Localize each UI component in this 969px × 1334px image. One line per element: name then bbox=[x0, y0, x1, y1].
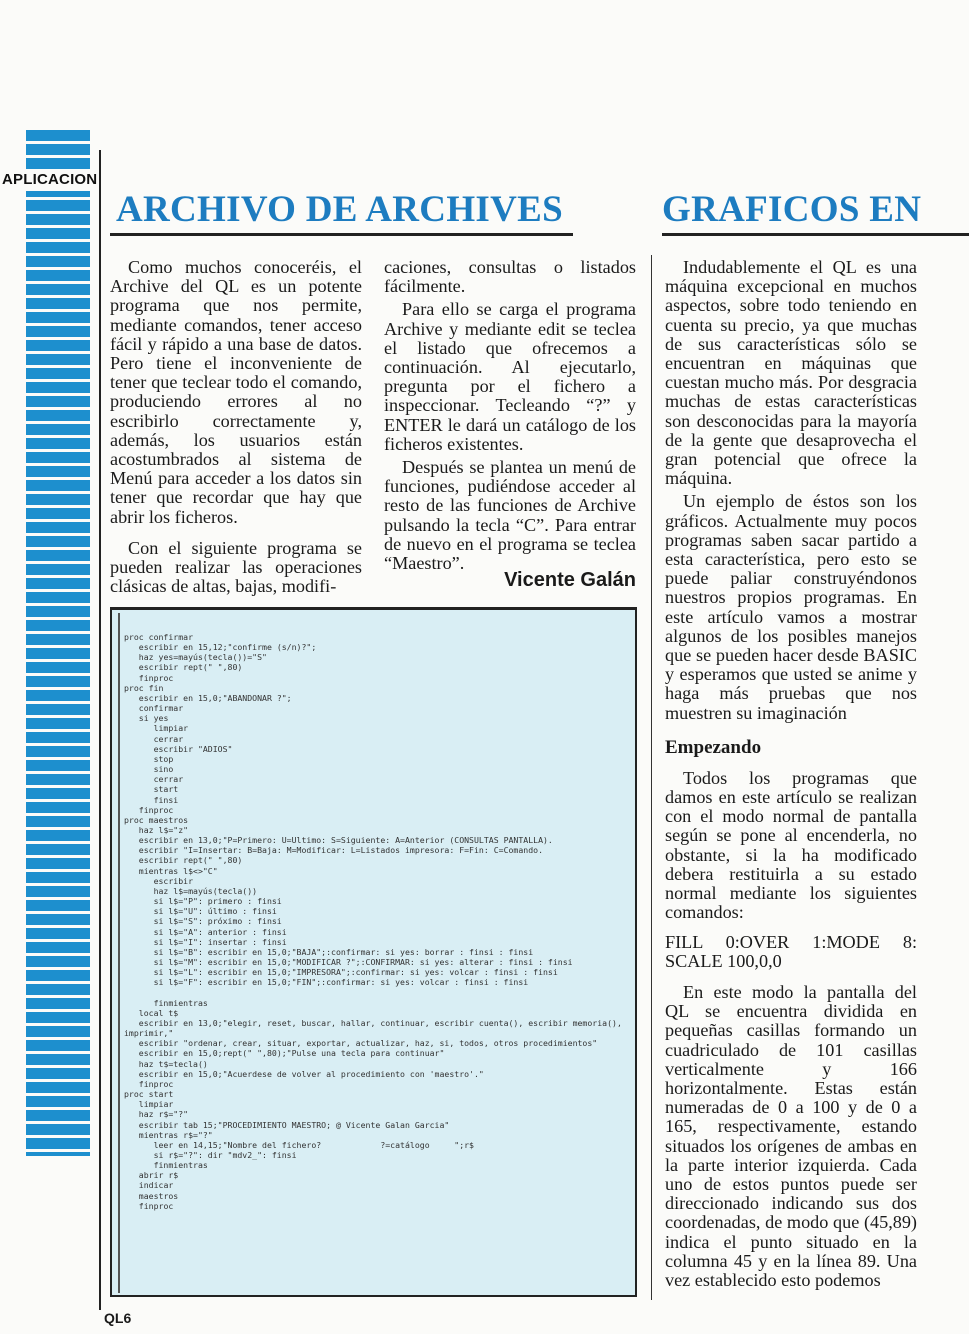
body-paragraph: Como muchos conoceréis, el Archive del QL es un potente programa que nos permite, mediante comandos, tener acceso fácil y rápido a una base de datos. Pero tiene el inconveniente de tener que teclear todo el comando, produciendo errores al no escribirlo correctamente y, además, los usuarios están acostumbrados al sistema de Menú para acceder a los datos sin tener que recordar que hay que abrir los ficheros. bbox=[110, 257, 362, 527]
body-paragraph: Para ello se carga el programa Archive y mediante edit se teclea el listado que ofrecemos a continuación. Al ejecutarlo, pregunta por el fichero a inspeccionar. Tecleando “?” y ENTER le dará un catálogo de los ficheros existentes. bbox=[384, 299, 636, 454]
left-vertical-rule bbox=[99, 150, 101, 1310]
next-article-title: GRAFICOS EN bbox=[662, 189, 922, 230]
body-paragraph: Después se plantea un menú de funciones, pudiéndose acceder al resto de las funciones de Archive pulsando la tecla “C”. Para entrar de nuevo en el programa se teclea “Maestro”. bbox=[384, 457, 636, 574]
command-line: FILL 0:OVER 1:MODE 8: SCALE 100,0,0 bbox=[665, 931, 917, 971]
next-article-title-underline bbox=[662, 233, 969, 236]
article-column-1 bbox=[110, 258, 362, 596]
subheading: Empezando bbox=[665, 736, 762, 758]
page-number: QL6 bbox=[104, 1310, 132, 1326]
column-divider-rule bbox=[651, 255, 652, 1300]
body-paragraph: Todos los programas que damos en este artículo se realizan con el modo normal de pantalla según se pone al encenderla, no obstante, si la ha modificado debera restituirla a su estado normal mediante los siguientes comandos: bbox=[665, 767, 917, 923]
body-paragraph: Con el siguiente programa se pueden realizar las operaciones clásicas de altas, bajas, modifi- bbox=[110, 537, 362, 597]
body-paragraph: Indudablemente el QL es una máquina excepcional en muchos aspectos, sobre todo teniendo en cuenta su precio, ya que muchas de sus características sólo se encuentran en máquinas que cuestan mucho más. Por desgracia muchas de estas características son desconocidas para la mayoría de la gente que desaprovecha el gran potencial que ofrece la máquina. bbox=[665, 257, 917, 489]
body-paragraph: caciones, consultas o listados fácilmente. bbox=[384, 257, 636, 297]
article-column-2 bbox=[384, 258, 636, 573]
section-bar bbox=[26, 130, 90, 1156]
code-listing-margin-line bbox=[118, 613, 120, 1293]
author-byline: Vicente Galán bbox=[504, 569, 636, 591]
article-title: ARCHIVO DE ARCHIVES bbox=[116, 189, 563, 230]
body-paragraph: En este modo la pantalla del QL se encuentra dividida en pequeñas casillas formando un cuadriculado de 101 casillas verticalmente y 166 horizontalmente. Estas están numeradas de 0 a 100 y de 0 a 165, respectivamente, estando situados los orígenes de ambas en la parte interior izquierda. Cada uno de estos puntos puede ser direccionado indicando sus dos coordenadas, de modo que (45,89) indica el punto situado en la columna 45 y en la línea 89. Una vez establecido esto podemos bbox=[665, 981, 917, 1290]
next-article-column bbox=[665, 258, 917, 1290]
code-listing: proc confirmar escribir en 15,12;"confirme (s/n)?"; haz yes=mayús(tecla())="S" escribir rept(" ",80) finproc proc fin escribir en 15,0;"ABANDONAR ?"; confirmar si yes limpiar cerrar escribir "ADIOS" stop sino cerrar start finsi finproc proc maestros haz l$="z" escribir en 13,0;"P=Primero: U=Ultimo: S=Siguiente: A=Anterior (CONSULTAS PANTALLA). escribir "I=Insertar: B=Baja: M=Modificar: L=Listados impresora: F=Fin: C=Comando. escribir rept(" ",80) mientras l$<>"C" escribir haz l$=mayús(tecla()) si l$="P": primero : finsi si l$="U": último : finsi si l$="S": próximo : finsi si l$="A": anterior : finsi si l$="I": insertar : finsi si l$="B": escribir en 15,0;"BAJA";:confirmar: si yes: borrar : finsi : finsi si l$="M": escribir en 15,0;"MODIFICAR ?";:CONFIRMAR: si yes: alterar : finsi : finsi si l$="L": escribir en 15,0;"IMPRESORA";:confirmar: si yes: volcar : finsi : finsi si l$="F": escribir en 15,0;"FIN";:confirmar: si yes: volcar : finsi : finsi finmientras local t$ escribir en 13,0;"elegir, reset, buscar, hallar, continuar, escribir cuenta(), escribir memoria(), imprimir," escribir "ordenar, crear, situar, exportar, actualizar, haz, si, todos, otros procedimientos" escribir en 15,0;rept(" ",80);"Pulse una tecla para continuar" haz t$=tecla() escribir en 15,0;"Acuerdese de volver al procedimiento con 'maestro'." finproc proc start limpiar haz r$="?" escribir tab 15;"PROCEDIMIENTO MAESTRO; @ Vicente Galan Garcia" mientras r$="?" leer en 14,15;"Nombre del fichero? ?=catálogo ";r$ si r$="?": dir "mdv2_": finsi finmientras abrir r$ indicar maestros finproc bbox=[124, 632, 622, 1211]
section-label: APLICACION bbox=[0, 169, 92, 191]
body-paragraph: Un ejemplo de éstos son los gráficos. Actualmente muy pocos programas saben sacar partido a esta característica, pero esto se puede paliar construyéndonos nuestros propios programas. En este artículo vamos a mostrar algunos de los posibles manejos que se pueden hacer desde BASIC y esperamos que usted se anime y haga más pruebas que nos muestren su imaginación bbox=[665, 491, 917, 723]
article-title-underline bbox=[110, 233, 573, 236]
